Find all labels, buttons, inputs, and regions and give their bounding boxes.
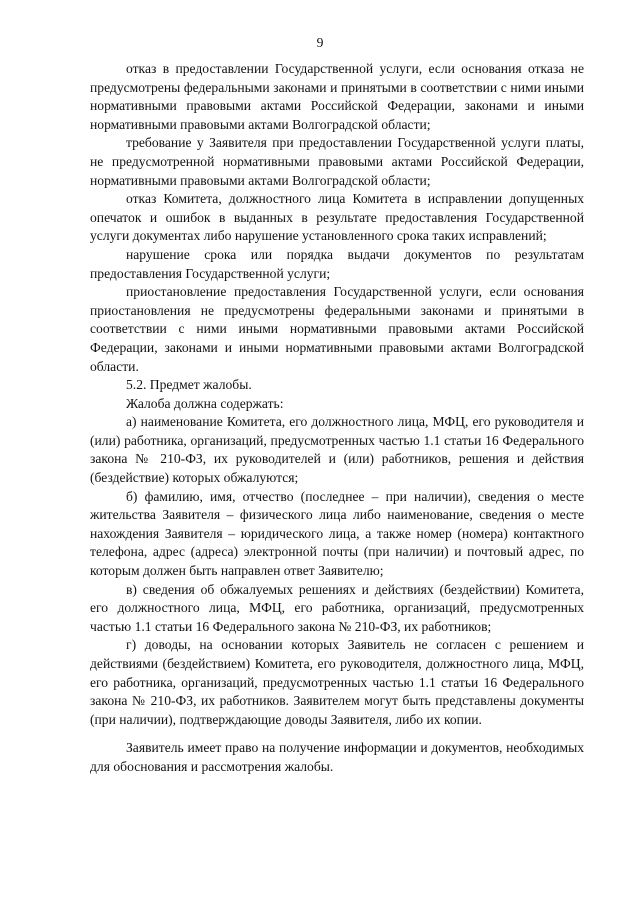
list-item-v: в) сведения об обжалуемых решениях и действиях (бездействии) Комитета, его должностного лица, МФЦ, его работника, организаций, предусмотренных частью 1.1 статьи 16 Федерального закона № 210-ФЗ, их работников;: [90, 581, 584, 634]
paragraph-fee-requirement: требование у Заявителя при предоставлении Государственной услуги платы, не предусмотренной нормативными правовыми актами Российской Федерации, нормативными правовыми актами Волгоградской области;: [90, 135, 584, 188]
list-item-g: г) доводы, на основании которых Заявитель не согласен с решением и действиями (бездействием) Комитета, его руководителя, должностного лица, МФЦ, его работника, организаций, предусмотренных частью 1.1 статьи 16 Федерального закона № 210-ФЗ, их работников. Заявителем могут быть представлены документы (при наличии), подтверждающие доводы Заявителя, либо их копии.: [90, 637, 584, 727]
page-number: 9: [316, 35, 324, 50]
paragraph-complaint-contents: Жалоба должна содержать:: [126, 395, 284, 411]
list-item-a: а) наименование Комитета, его должностного лица, МФЦ, его руководителя и (или) работника, организаций, предусмотренных частью 1.1 статьи 16 Федерального закона № 210-ФЗ, их руководителей и (или) работников, решения и действия (бездействие) которых обжалуются;: [90, 414, 584, 486]
paragraph-refusal-to-correct-errors: отказ Комитета, должностного лица Комитета в исправлении допущенных опечаток и ошибок в выданных в результате предоставления Государственной услуги документах либо нарушение установленного срока таких исправлений;: [90, 191, 584, 244]
list-item-b: б) фамилию, имя, отчество (последнее – при наличии), сведения о месте жительства Заявителя – физического лица либо наименование, сведения о месте нахождения Заявителя – юридического лица, а также номер (номера) контактного телефона, адрес (адреса) электронной почты (при наличии) и почтовый адрес, по которым должен быть направлен ответ Заявителю;: [90, 488, 584, 579]
paragraph-right-to-information: Заявитель имеет право на получение информации и документов, необходимых для обоснования и рассмотрения жалобы.: [90, 740, 584, 774]
paragraph-refusal-of-service: отказ в предоставлении Государственной услуги, если основания отказа не предусмотрены федеральными законами и принятыми в соответствии с ними иными нормативными правовыми актами Российской Федерации, законами и иными нормативными правовыми актами Волгоградской области;: [90, 61, 584, 132]
section-heading-5-2: 5.2. Предмет жалобы.: [126, 377, 252, 393]
paragraph-suspension: приостановление предоставления Государственной услуги, если основания приостановления не предусмотрены федеральными законами и принятыми в соответствии с ними иными нормативными правовыми актами Российской Федерации, законами и иными нормативными правовыми актами Волгоградской области.: [90, 284, 584, 374]
paragraph-issuance-violation: нарушение срока или порядка выдачи документов по результатам предоставления Государственной услуги;: [90, 246, 584, 281]
